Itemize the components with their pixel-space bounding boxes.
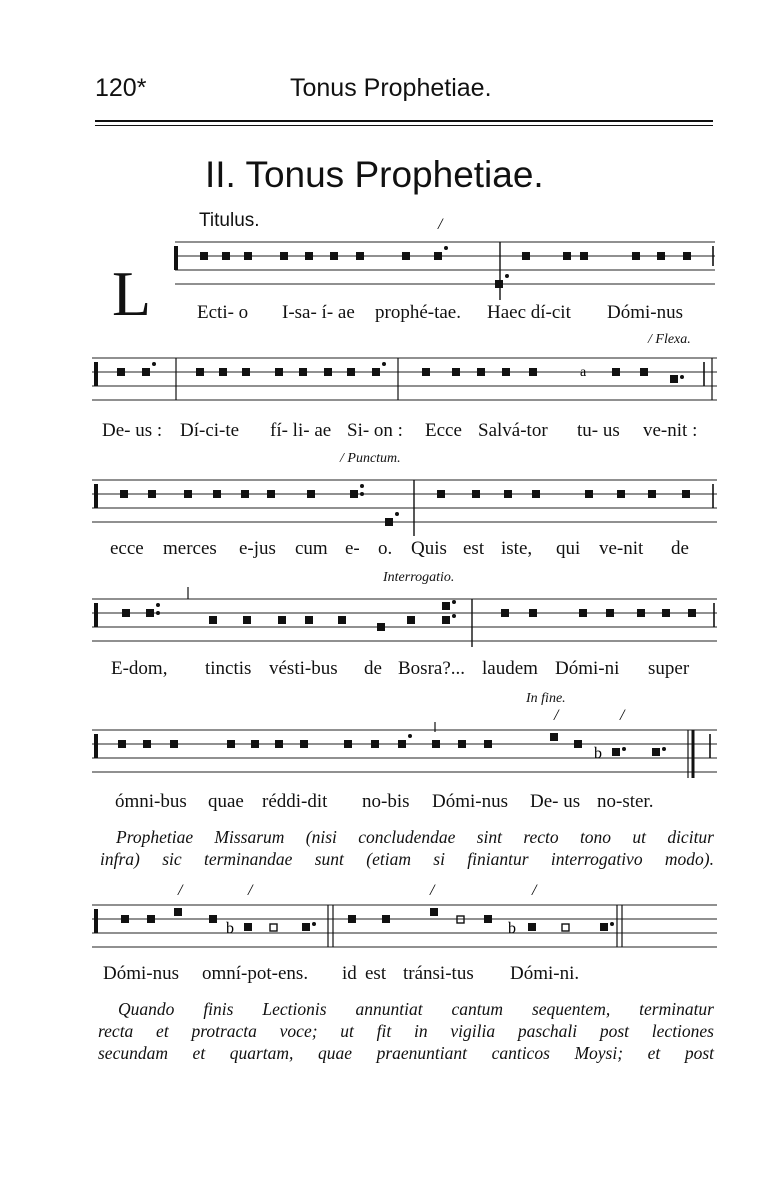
- lyric-syllable: vésti-bus: [269, 658, 338, 679]
- lyric-syllable: ecce: [110, 538, 144, 559]
- lyric-syllable: tránsi-tus: [403, 963, 474, 984]
- svg-text:a: a: [580, 365, 587, 380]
- lyric-syllable: Haec dí-cit: [487, 302, 571, 323]
- lyric-syllable: o.: [378, 538, 393, 559]
- rubric-line: secundam et quartam, quae praenuntiant canticos Moysi; et post: [98, 1043, 714, 1063]
- svg-text:/: /: [248, 882, 253, 899]
- lyric-syllable: no-ster.: [597, 791, 654, 812]
- lyric-syllable: E-dom,: [111, 658, 168, 679]
- lyric-syllable: merces: [163, 538, 217, 559]
- lyric-syllable: est: [463, 538, 485, 559]
- svg-text:/: /: [438, 216, 443, 233]
- rubric-line: infra) sic terminandae sunt (etiam si finiantur interrogativo modo).: [100, 849, 714, 869]
- lyric-syllable: De- us :: [102, 420, 163, 441]
- lyric-syllable: I-sa- í- ae: [282, 302, 355, 323]
- lyric-syllable: tu- us: [577, 420, 620, 441]
- mark-interrogatio: Interrogatio.: [383, 570, 455, 585]
- lyric-syllable: quae: [208, 791, 244, 812]
- svg-text:/: /: [532, 882, 537, 899]
- lyric-syllable: ve-nit :: [643, 420, 698, 441]
- chant-staff-6: [92, 875, 717, 960]
- lyric-syllable: Bosra?...: [398, 658, 466, 679]
- lyric-syllable: Dómi-nus: [103, 963, 179, 984]
- page-title: II. Tonus Prophetiae.: [205, 154, 544, 195]
- svg-text:/: /: [554, 707, 559, 724]
- lyric-syllable: id: [342, 963, 357, 984]
- svg-text:/: /: [430, 882, 435, 899]
- lyric-syllable: laudem: [482, 658, 538, 679]
- initial-letter: L: [112, 258, 152, 329]
- lyric-syllable: Quis: [411, 538, 447, 559]
- svg-text:/: /: [620, 707, 625, 724]
- header-rule-bottom: [95, 125, 713, 126]
- lyric-syllable: e-jus: [239, 538, 276, 559]
- page-number: 120*: [95, 74, 147, 102]
- lyric-syllable: Dómi-ni: [555, 658, 620, 679]
- lyric-syllable: Dómi-ni.: [510, 963, 580, 984]
- lyric-syllable: Ecce: [425, 420, 462, 441]
- lyric-syllable: De- us: [530, 791, 581, 812]
- rubric-line: Quando finis Lectionis annuntiat cantum sequentem, terminatur: [118, 999, 714, 1019]
- lyric-syllable: Dómi-nus: [432, 791, 508, 812]
- lyric-syllable: est: [365, 963, 387, 984]
- mark-flexa: / Flexa.: [648, 332, 691, 347]
- chant-staff-5: [92, 700, 717, 785]
- lyric-syllable: de: [671, 538, 689, 559]
- lyric-syllable: cum: [295, 538, 328, 559]
- rubric-paragraph-2: [98, 998, 714, 1064]
- lyric-syllable: Dómi-nus: [607, 302, 683, 323]
- rubric-line: recta et protracta voce; ut fit in vigilia paschali post lectiones: [98, 1021, 714, 1041]
- lyric-syllable: tinctis: [205, 658, 252, 679]
- lyric-syllable: no-bis: [362, 791, 410, 812]
- lyric-syllable: omní-pot-ens.: [202, 963, 309, 984]
- mark-punctum: / Punctum.: [340, 451, 401, 466]
- svg-text:b: b: [508, 920, 516, 937]
- lyric-syllable: iste,: [501, 538, 533, 559]
- lyric-syllable: qui: [556, 538, 581, 559]
- chant-staff-4: [92, 575, 717, 655]
- lyric-syllable: e-: [345, 538, 360, 559]
- titulus-label: Titulus.: [199, 210, 260, 231]
- rubric-paragraph-1: [100, 826, 714, 870]
- lyric-syllable: Si- on :: [347, 420, 403, 441]
- lyric-syllable: prophé-tae.: [375, 302, 461, 323]
- svg-text:b: b: [226, 920, 234, 937]
- lyric-syllable: de: [364, 658, 382, 679]
- svg-text:/: /: [178, 882, 183, 899]
- lyric-syllable: ómni-bus: [115, 791, 187, 812]
- chant-staff-2: [92, 330, 717, 410]
- rubric-line: Prophetiae Missarum (nisi concludendae sint recto tono ut dicitur: [116, 827, 714, 847]
- lyric-syllable: ve-nit: [599, 538, 644, 559]
- mark-in-fine: In fine.: [526, 691, 566, 706]
- lyric-syllable: réddi-dit: [262, 791, 328, 812]
- lyric-syllable: Ecti- o: [197, 302, 249, 323]
- chant-staff-1: [170, 210, 715, 310]
- running-title: Tonus Prophetiae.: [290, 74, 492, 102]
- lyric-syllable: Dí-ci-te: [180, 420, 240, 441]
- svg-text:b: b: [594, 745, 602, 762]
- chant-staff-3: [92, 450, 717, 540]
- lyric-syllable: super: [648, 658, 690, 679]
- lyric-syllable: Salvá-tor: [478, 420, 548, 441]
- header-rule-top: [95, 120, 713, 122]
- lyric-syllable: fí- li- ae: [270, 420, 332, 441]
